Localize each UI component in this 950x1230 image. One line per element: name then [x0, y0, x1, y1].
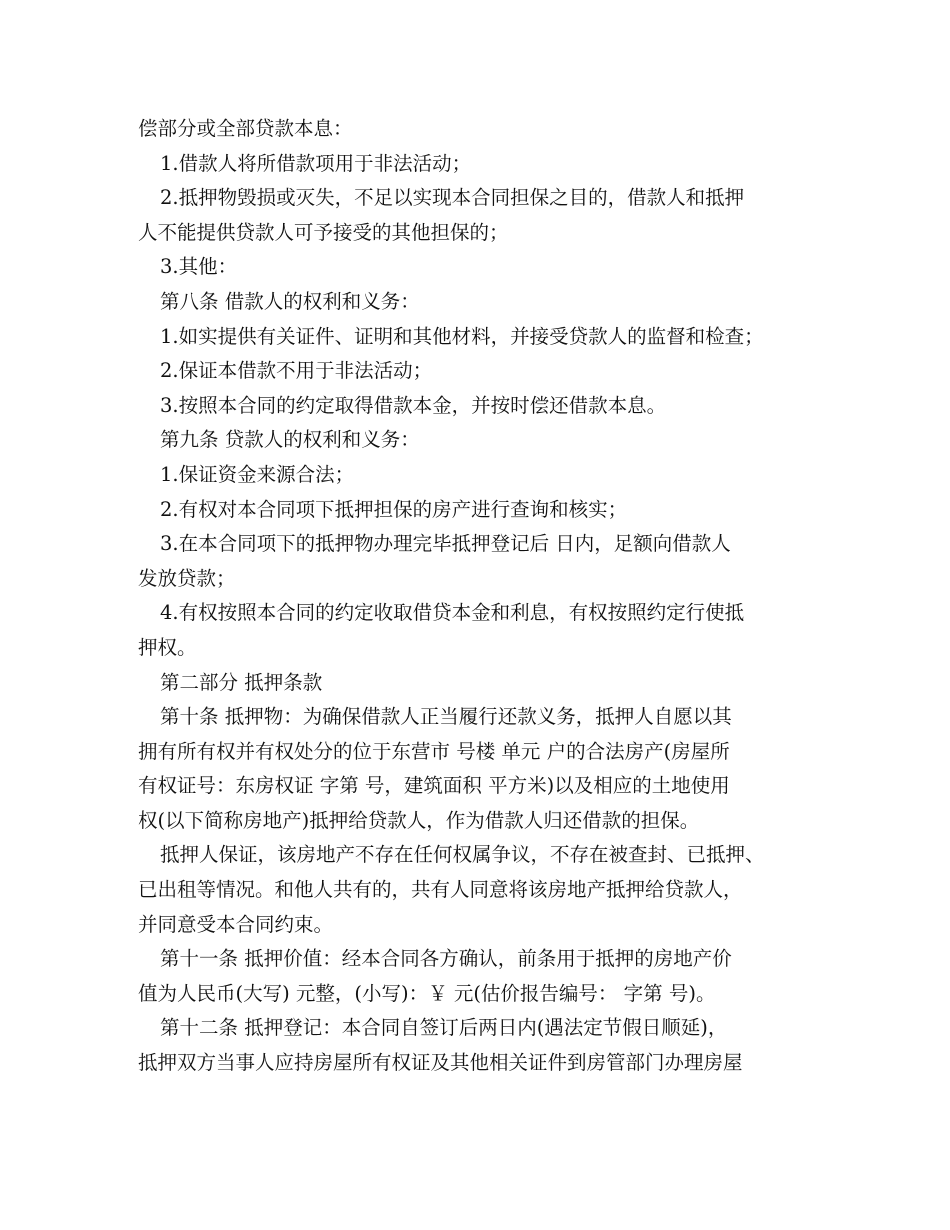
text-line: 偿部分或全部贷款本息： [138, 117, 353, 140]
text-line: 押权。 [138, 635, 197, 659]
text-line: 第十二条 抵押登记：本合同自签订后两日内(遇法定节假日顺延)， [160, 1016, 728, 1040]
text-line: 有权证号：东房权证 字第 号，建筑面积 平方米)以及相应的土地使用 [138, 774, 730, 798]
text-line: 3.在本合同项下的抵押物办理完毕抵押登记后 日内，足额向借款人 [160, 532, 731, 556]
text-line: 权(以下简称房地产)抵押给贷款人，作为借款人归还借款的担保。 [138, 808, 700, 832]
text-line: 第八条 借款人的权利和义务： [160, 289, 420, 313]
text-line: 值为人民币(大写) 元整，(小写)：￥ 元(估价报告编号： 字第 号)。 [138, 981, 716, 1005]
text-line: 1.如实提供有关证件、证明和其他材料，并接受贷款人的监督和检查； [160, 324, 764, 348]
text-line: 拥有所有权并有权处分的位于东营市 号楼 单元 户的合法房产(房屋所 [138, 739, 730, 763]
text-line: 2.保证本借款不用于非法活动； [160, 359, 433, 383]
text-line: 第二部分 抵押条款 [160, 670, 323, 694]
text-line: 4.有权按照本合同的约定收取借贷本金和利息，有权按照约定行使抵 [160, 601, 745, 625]
text-line: 人不能提供贷款人可予接受的其他担保的； [138, 220, 509, 244]
text-line: 第九条 贷款人的权利和义务： [160, 428, 420, 452]
text-line: 1.借款人将所借款项用于非法活动； [160, 151, 472, 175]
text-line: 并同意受本合同约束。 [138, 912, 334, 936]
text-line: 第十一条 抵押价值：经本合同各方确认，前条用于抵押的房地产价 [160, 947, 732, 971]
document-body [138, 112, 828, 1081]
text-line: 2.有权对本合同项下抵押担保的房产进行查询和核实； [160, 497, 628, 521]
text-line: 3.按照本合同的约定取得借款本金，并按时偿还借款本息。 [160, 393, 667, 417]
text-line: 发放贷款； [138, 566, 236, 590]
text-line: 抵押人保证，该房地产不存在任何权属争议，不存在被查封、已抵押、 [160, 843, 765, 867]
text-line: 3.其他： [160, 255, 238, 279]
text-line: 2.抵押物毁损或灭失，不足以实现本合同担保之目的，借款人和抵押 [160, 186, 745, 210]
text-line: 1.保证资金来源合法； [160, 462, 355, 486]
text-line: 第十条 抵押物：为确保借款人正当履行还款义务，抵押人自愿以其 [160, 705, 732, 729]
text-line: 抵押双方当事人应持房屋所有权证及其他相关证件到房管部门办理房屋 [138, 1051, 743, 1075]
text-line: 已出租等情况。和他人共有的，共有人同意将该房地产抵押给贷款人， [138, 878, 743, 902]
